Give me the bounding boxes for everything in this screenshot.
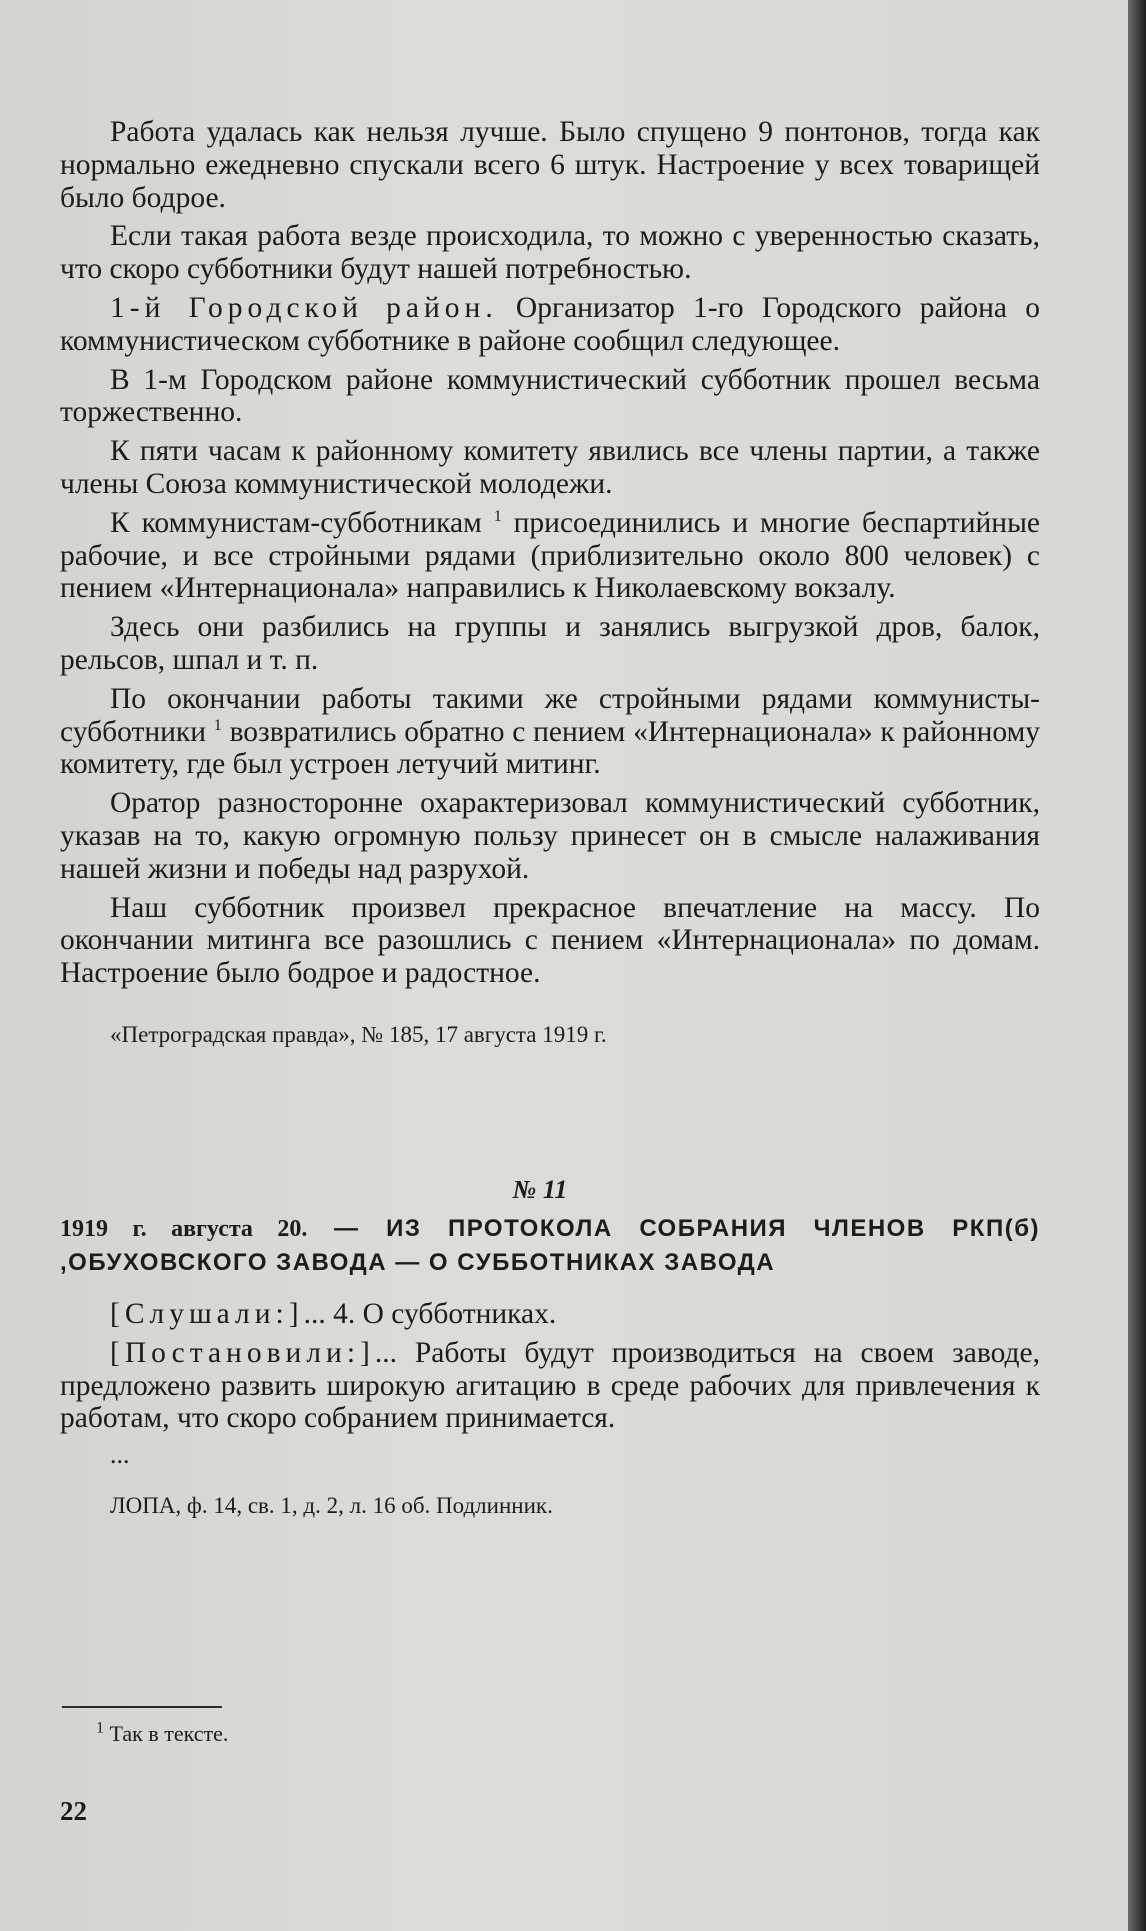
document-title: — ИЗ ПРОТОКОЛА СОБРАНИЯ ЧЛЕНОВ РКП(б) ,ОБУХОВСКОГО ЗАВОДА — О СУББОТНИКАХ ЗАВОДА (60, 1214, 1041, 1276)
paragraph: В 1-м Городском районе коммунистический субботник прошел весьма торжественно. (60, 363, 1040, 429)
district-name: 1-й Городской район. (110, 291, 498, 324)
ellipsis: ... (110, 1440, 130, 1470)
paragraph: Здесь они разбились на группы и занялись выгрузкой дров, балок, рельсов, шпал и т. п. (60, 611, 1040, 676)
paragraph-text: К коммунистам-субботникам (110, 506, 482, 539)
resolved-label: [Постановили:] (110, 1336, 375, 1369)
page-number: 22 (60, 1796, 87, 1826)
footnote-text: Так в тексте. (104, 1721, 229, 1746)
footnote-ref: 1 (493, 507, 502, 525)
footnote (96, 1720, 228, 1748)
heard-text: ... 4. О субботниках. (303, 1297, 557, 1330)
paragraph: Оратор разносторонне охарактеризовал коммунистический субботник, указав на то, какую огромную пользу принесет он в смысле налаживания нашей жизни и победы над разрухой. (60, 787, 1040, 885)
footnote-divider (62, 1706, 222, 1708)
main-text (60, 116, 1040, 1521)
paragraph-text: По окончании работы такими же стройными рядами коммунисты-субботники (60, 682, 1040, 748)
resolved-paragraph (60, 1337, 1040, 1435)
document-number: № 11 (512, 1174, 568, 1204)
page-edge-shadow (1128, 0, 1146, 1931)
heard-paragraph (60, 1298, 1040, 1331)
paragraph-text: возвратились обратно с пением «Интернационала» к районному комитету, где был устроен летучий митинг. (60, 715, 1040, 781)
paragraph (60, 507, 1040, 605)
paragraph-text: присоединились и многие беспартийные рабочие, и все стройными рядами (приблизительно около 800 человек) с пением «Интернационала» направились к Николаевскому вокзалу. (60, 506, 1040, 605)
footnote-mark: 1 (96, 1719, 104, 1737)
heard-label: [Слушали:] (110, 1297, 304, 1330)
archive-reference: ЛОПА, ф. 14, св. 1, д. 2, л. 16 об. Подлинник. (110, 1493, 553, 1519)
paragraph (60, 683, 1040, 781)
footnote-ref: 1 (213, 716, 222, 734)
document-heading (60, 1212, 1040, 1280)
source-citation: «Петроградская правда», № 185, 17 августа 1919 г. (110, 1021, 607, 1047)
paragraph: Работа удалась как нельзя лучше. Было спущено 9 понтонов, тогда как нормально ежедневно спускали всего 6 штук. Настроение у всех товарищей было бодрое. (60, 116, 1040, 214)
paragraph: Наш субботник произвел прекрасное впечатление на массу. По окончании митинга все разошлись с пением «Интернационала» по домам. Настроение было бодрое и радостное. (60, 891, 1040, 990)
document-date: 1919 г. августа 20. (60, 1215, 308, 1242)
paragraph: Если такая работа везде происходила, то можно с уверенностью сказать, что скоро субботники будут нашей потребностью. (60, 220, 1040, 286)
district-paragraph (60, 292, 1040, 358)
district-text: Организатор 1-го Городского района о коммунистическом субботнике в районе сообщил следующее. (60, 291, 1041, 357)
paragraph: К пяти часам к районному комитету явились все члены партии, а также члены Союза коммунистической молодежи. (60, 435, 1040, 500)
resolved-text: ... Работы будут производиться на своем заводе, предложено развить широкую агитацию в среде рабочих для привлечения к работам, что скоро собранием принимается. (60, 1336, 1040, 1435)
